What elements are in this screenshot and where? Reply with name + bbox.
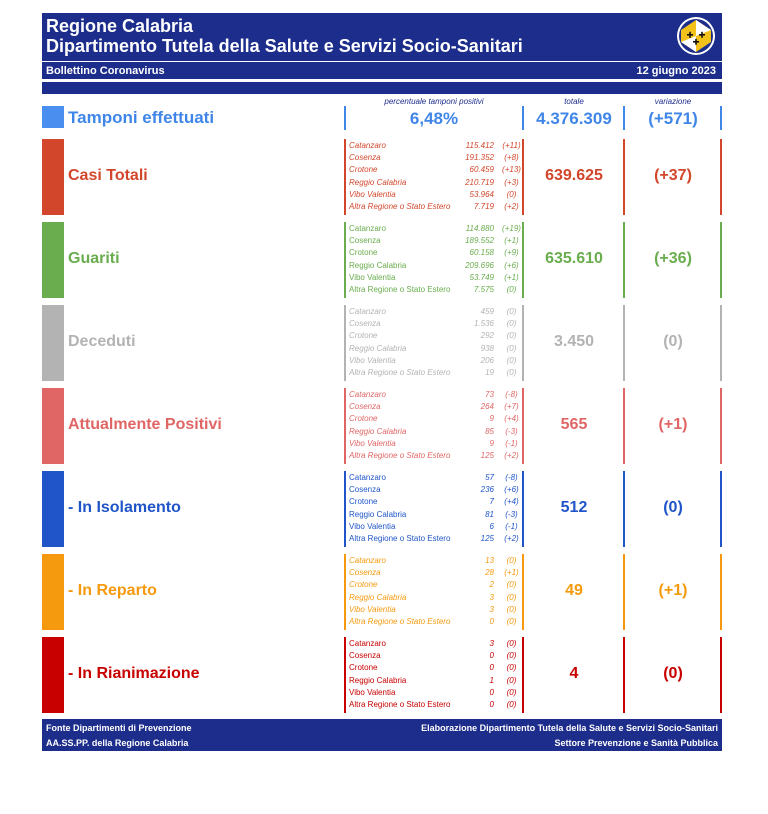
section-label: - In Rianimazione	[68, 665, 200, 682]
section-variation-value: (+1)	[658, 416, 688, 433]
province-value: 0	[489, 617, 494, 626]
province-variation: (0)	[506, 331, 517, 341]
section-color-bar	[42, 471, 64, 547]
province-name: Vibo Valentia	[349, 355, 396, 365]
section-divider	[344, 222, 346, 298]
province-variation: (+2)	[504, 451, 519, 460]
province-value: 3	[489, 604, 494, 614]
province-name: Crotone	[349, 414, 378, 424]
province-variation: (0)	[506, 343, 517, 353]
section-total-value: 49	[565, 582, 583, 599]
province-name: Reggio Calabria	[349, 426, 407, 436]
section-label: - In Reparto	[68, 582, 157, 599]
province-name: Catanzaro	[349, 390, 386, 399]
province-name: Reggio Calabria	[349, 509, 407, 519]
province-variation: (0)	[506, 189, 517, 199]
province-variation: (0)	[506, 319, 517, 329]
province-variation: (+4)	[504, 414, 519, 424]
section-divider	[344, 305, 346, 381]
section-color-bar	[42, 554, 64, 630]
section-total-value: 639.625	[545, 167, 603, 184]
province-name: Altra Regione o Stato Estero	[349, 368, 451, 377]
province-name: Altra Regione o Stato Estero	[349, 451, 451, 460]
province-value: 209.696	[465, 260, 494, 270]
section-in-reparto	[42, 554, 722, 630]
province-value: 13	[485, 556, 494, 565]
province-variation: (+1)	[504, 272, 519, 282]
section-color-bar	[42, 388, 64, 464]
header-banner	[42, 13, 722, 79]
province-name: Altra Regione o Stato Estero	[349, 617, 451, 626]
province-name: Crotone	[349, 497, 378, 507]
province-variation: (+13)	[502, 165, 521, 175]
section-divider	[344, 471, 346, 547]
province-value: 53.964	[469, 189, 494, 199]
total-column-header: totale	[564, 97, 584, 106]
province-name: Cosenza	[349, 485, 381, 495]
pct-positive-value: 6,48%	[409, 109, 459, 128]
province-value: 9	[489, 438, 494, 448]
province-name: Vibo Valentia	[349, 189, 396, 199]
province-variation: (+7)	[504, 402, 519, 412]
section-variation-value: (0)	[663, 499, 683, 516]
province-variation: (+4)	[504, 497, 519, 507]
province-value: 938	[480, 343, 494, 353]
province-variation: (+1)	[504, 236, 519, 246]
province-value: 1.536	[473, 319, 494, 329]
province-value: 28	[485, 568, 494, 578]
province-value: 236	[480, 485, 494, 495]
section-deceduti	[42, 305, 722, 381]
province-variation: (+2)	[504, 202, 519, 211]
province-name: Vibo Valentia	[349, 687, 396, 697]
province-variation: (+19)	[502, 224, 521, 233]
section-divider	[344, 637, 346, 713]
province-value: 210.719	[465, 177, 494, 187]
province-value: 9	[489, 414, 494, 424]
section-in-isolamento	[42, 471, 722, 547]
province-value: 60.158	[469, 248, 494, 258]
section-total-value: 512	[560, 499, 588, 516]
section-divider	[344, 139, 346, 215]
province-name: Crotone	[349, 165, 378, 175]
province-value: 191.352	[465, 153, 494, 163]
province-value: 7.719	[473, 202, 494, 211]
province-variation: (-1)	[505, 521, 518, 531]
province-value: 125	[480, 451, 494, 460]
section-color-bar	[42, 222, 64, 298]
province-variation: (0)	[506, 355, 517, 365]
province-value: 60.459	[469, 165, 494, 175]
section-variation-value: (+1)	[658, 582, 688, 599]
province-name: Catanzaro	[349, 224, 386, 233]
province-value: 19	[485, 368, 494, 377]
province-name: Vibo Valentia	[349, 272, 396, 282]
section-label: - In Isolamento	[68, 499, 181, 516]
province-variation: (-3)	[505, 509, 518, 519]
bulletin-subtitle: Bollettino Coronavirus	[46, 65, 165, 77]
province-name: Altra Regione o Stato Estero	[349, 700, 451, 709]
department-title: Dipartimento Tutela della Salute e Servizi Socio-Sanitari	[46, 36, 523, 56]
bulletin-date: 12 giugno 2023	[636, 65, 716, 77]
section-total-value: 635.610	[545, 250, 603, 267]
province-value: 7.575	[473, 285, 494, 294]
province-value: 3	[489, 639, 494, 648]
province-variation: (+9)	[504, 248, 519, 258]
province-value: 7	[489, 497, 494, 507]
footer-source: Fonte Dipartimenti di Prevenzione	[46, 723, 192, 733]
tamponi-divider	[720, 106, 722, 130]
province-name: Reggio Calabria	[349, 260, 407, 270]
header-divider	[42, 61, 722, 62]
region-title: Regione Calabria	[46, 16, 194, 36]
province-name: Cosenza	[349, 402, 381, 412]
province-variation: (+2)	[504, 534, 519, 543]
province-variation: (+8)	[504, 153, 519, 163]
province-variation: (+6)	[504, 260, 519, 270]
province-variation: (0)	[506, 663, 517, 673]
province-value: 189.552	[465, 236, 494, 246]
province-value: 73	[485, 390, 494, 399]
section-total-value: 565	[560, 416, 588, 433]
province-variation: (0)	[506, 580, 517, 590]
province-name: Catanzaro	[349, 473, 386, 482]
province-variation: (0)	[506, 639, 517, 648]
section-in-rianimazione	[42, 637, 722, 713]
region-crest-icon	[676, 16, 716, 56]
section-total-value: 3.450	[553, 333, 595, 350]
province-value: 81	[485, 509, 494, 519]
tamponi-total-value: 4.376.309	[536, 109, 612, 128]
province-name: Cosenza	[349, 153, 381, 163]
section-variation-value: (+36)	[654, 250, 692, 267]
province-variation: (+3)	[504, 177, 519, 187]
section-variation-value: (+37)	[654, 167, 692, 184]
province-name: Cosenza	[349, 319, 381, 329]
section-variation-value: (0)	[663, 665, 683, 682]
province-value: 0	[489, 687, 494, 697]
section-divider	[344, 554, 346, 630]
section-label: Deceduti	[68, 333, 136, 350]
province-name: Vibo Valentia	[349, 521, 396, 531]
province-value: 264	[480, 402, 494, 412]
province-name: Catanzaro	[349, 141, 386, 150]
province-variation: (0)	[506, 700, 517, 709]
section-guariti	[42, 222, 722, 298]
province-variation: (-8)	[505, 390, 518, 399]
province-value: 0	[489, 663, 494, 673]
province-variation: (+1)	[504, 568, 519, 578]
section-variation-value: (0)	[663, 333, 683, 350]
variation-column-header: variazione	[654, 97, 692, 106]
section-total-value: 4	[569, 665, 579, 682]
province-variation: (+11)	[502, 141, 521, 150]
province-name: Crotone	[349, 331, 378, 341]
province-name: Reggio Calabria	[349, 592, 407, 602]
province-name: Cosenza	[349, 568, 381, 578]
footer-banner	[42, 719, 722, 751]
province-value: 6	[489, 521, 494, 531]
province-name: Reggio Calabria	[349, 675, 407, 685]
province-variation: (0)	[506, 687, 517, 697]
province-name: Cosenza	[349, 236, 381, 246]
province-value: 0	[489, 651, 494, 661]
province-value: 206	[480, 355, 494, 365]
footer-source-org: AA.SS.PP. della Regione Calabria	[46, 738, 189, 748]
header-band	[42, 82, 722, 94]
section-label: Casi Totali	[68, 167, 148, 184]
province-value: 114.880	[465, 224, 494, 233]
tamponi-color-bar	[42, 106, 64, 128]
province-value: 57	[485, 473, 494, 482]
province-variation: (+6)	[504, 485, 519, 495]
province-variation: (0)	[506, 307, 517, 316]
province-name: Catanzaro	[349, 639, 386, 648]
province-value: 115.412	[465, 141, 494, 150]
province-variation: (-1)	[505, 438, 518, 448]
province-value: 125	[480, 534, 494, 543]
section-attualmente-positivi	[42, 388, 722, 464]
tamponi-variation-value: (+571)	[648, 109, 698, 128]
province-value: 53.749	[469, 272, 494, 282]
province-name: Catanzaro	[349, 556, 386, 565]
province-variation: (0)	[506, 285, 517, 294]
section-color-bar	[42, 139, 64, 215]
province-name: Crotone	[349, 580, 378, 590]
province-variation: (0)	[506, 651, 517, 661]
province-name: Crotone	[349, 248, 378, 258]
footer-elaboration: Elaborazione Dipartimento Tutela della Salute e Servizi Socio-Sanitari	[421, 723, 718, 733]
section-label: Guariti	[68, 250, 120, 267]
province-name: Altra Regione o Stato Estero	[349, 534, 451, 543]
province-variation: (0)	[506, 675, 517, 685]
province-variation: (-3)	[505, 426, 518, 436]
section-label: Attualmente Positivi	[68, 416, 222, 433]
province-value: 292	[480, 331, 494, 341]
province-value: 2	[489, 580, 494, 590]
province-variation: (0)	[506, 617, 517, 626]
province-variation: (0)	[506, 604, 517, 614]
province-name: Vibo Valentia	[349, 604, 396, 614]
province-name: Catanzaro	[349, 307, 386, 316]
province-value: 85	[485, 426, 494, 436]
province-variation: (0)	[506, 592, 517, 602]
province-variation: (-8)	[505, 473, 518, 482]
province-name: Reggio Calabria	[349, 177, 407, 187]
province-value: 459	[480, 307, 494, 316]
footer-sector: Settore Prevenzione e Sanità Pubblica	[554, 738, 718, 748]
province-name: Crotone	[349, 663, 378, 673]
section-casi-totali	[42, 139, 722, 215]
tamponi-label: Tamponi effettuati	[68, 108, 215, 127]
province-name: Reggio Calabria	[349, 343, 407, 353]
province-name: Cosenza	[349, 651, 381, 661]
province-value: 1	[489, 675, 494, 685]
province-name: Altra Regione o Stato Estero	[349, 285, 451, 294]
section-color-bar	[42, 637, 64, 713]
province-variation: (0)	[506, 368, 517, 377]
province-value: 0	[489, 700, 494, 709]
province-variation: (0)	[506, 556, 517, 565]
section-color-bar	[42, 305, 64, 381]
section-divider	[344, 388, 346, 464]
pct-column-header: percentuale tamponi positivi	[384, 97, 484, 106]
province-name: Altra Regione o Stato Estero	[349, 202, 451, 211]
province-value: 3	[489, 592, 494, 602]
province-name: Vibo Valentia	[349, 438, 396, 448]
